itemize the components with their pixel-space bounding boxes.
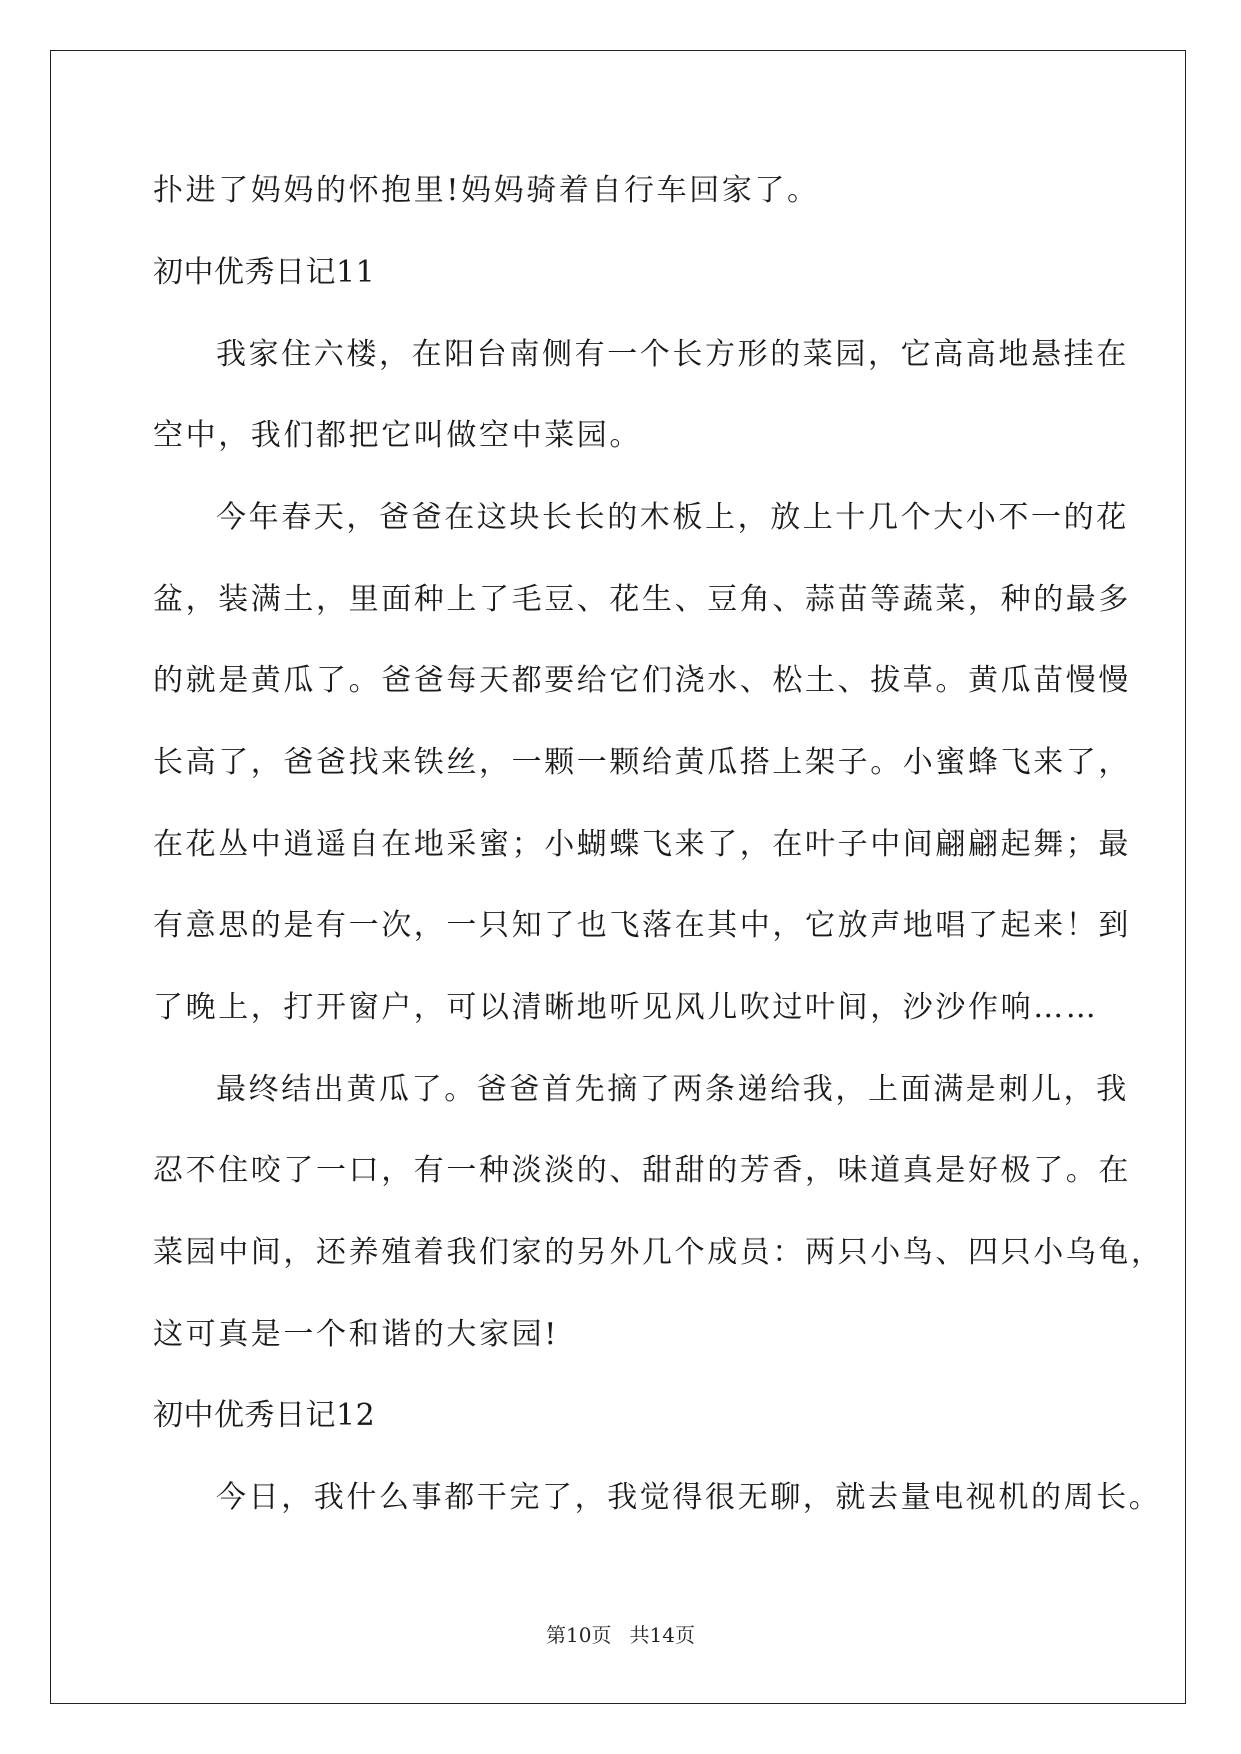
paragraph-line: 盆，装满土，里面种上了毛豆、花生、豆角、蒜苗等蔬菜，种的最多 (153, 582, 1131, 617)
paragraph-line: 我家住六楼，在阳台南侧有一个长方形的菜园，它高高地悬挂在 (216, 337, 1129, 372)
paragraph-line: 菜园中间，还养殖着我们家的另外几个成员：两只小鸟、四只小乌龟， (153, 1235, 1164, 1270)
paragraph-line: 这可真是一个和谐的大家园! (153, 1317, 559, 1352)
paragraph-line: 今日，我什么事都干完了，我觉得很无聊，就去量电视机的周长。 (216, 1480, 1162, 1515)
paragraph-line: 了晚上，打开窗户，可以清晰地听见风儿吹过叶间，沙沙作响…… (153, 990, 1099, 1025)
paragraph-line: 有意思的是有一次，一只知了也飞落在其中，它放声地唱了起来！到 (153, 908, 1131, 943)
paragraph-line: 在花丛中逍遥自在地采蜜；小蝴蝶飞来了，在叶子中间翩翩起舞；最 (153, 827, 1131, 862)
paragraph-line: 忍不住咬了一口，有一种淡淡的、甜甜的芳香，味道真是好极了。在 (153, 1153, 1131, 1188)
page-total: 共14页 (629, 1623, 695, 1647)
page-number: 第10页 (546, 1623, 612, 1647)
paragraph-line: 最终结出黄瓜了。爸爸首先摘了两条递给我，上面满是刺儿，我 (216, 1072, 1129, 1107)
diary-heading: 初中优秀日记11 (153, 255, 376, 290)
page-footer (0, 1622, 1241, 1648)
paragraph-line: 空中，我们都把它叫做空中菜园。 (153, 418, 642, 453)
paragraph-line: 的就是黄瓜了。爸爸每天都要给它们浇水、松土、拔草。黄瓜苗慢慢 (153, 663, 1131, 698)
page-border (50, 50, 1186, 1704)
paragraph-line: 扑进了妈妈的怀抱里!妈妈骑着自行车回家了。 (153, 173, 820, 208)
diary-heading: 初中优秀日记12 (153, 1398, 376, 1433)
paragraph-line: 长高了，爸爸找来铁丝，一颗一颗给黄瓜搭上架子。小蜜蜂飞来了， (153, 745, 1131, 780)
paragraph-line: 今年春天，爸爸在这块长长的木板上，放上十几个大小不一的花 (216, 500, 1129, 535)
